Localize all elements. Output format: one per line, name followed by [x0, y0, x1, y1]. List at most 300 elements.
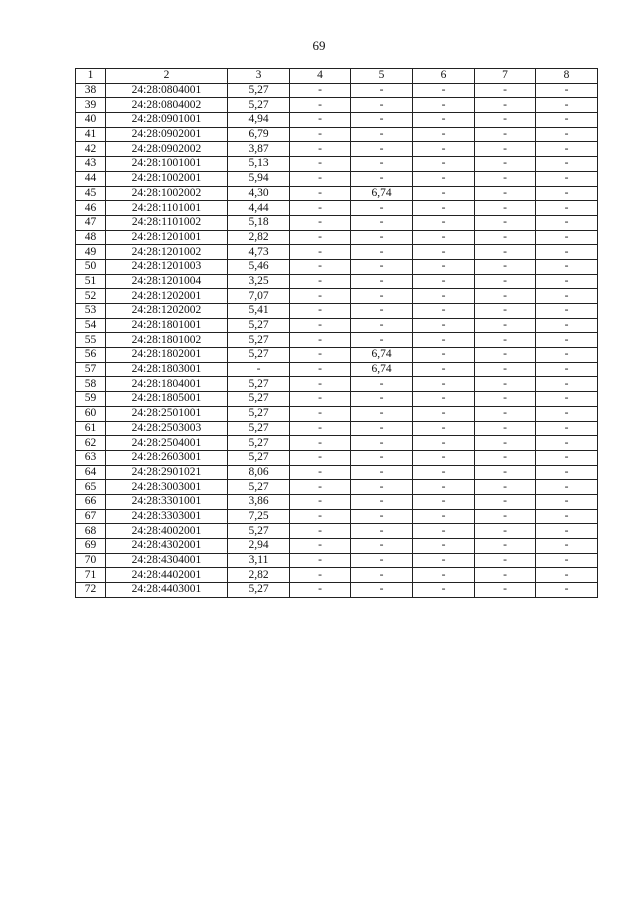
- table-cell: -: [536, 274, 598, 289]
- table-cell: -: [351, 539, 413, 554]
- table-cell: -: [475, 186, 536, 201]
- table-cell: -: [413, 583, 475, 598]
- table-cell: -: [351, 421, 413, 436]
- table-cell: -: [413, 245, 475, 260]
- table-cell: 5,27: [228, 98, 290, 113]
- table-cell: 56: [76, 348, 106, 363]
- table-cell: 42: [76, 142, 106, 157]
- table-cell: -: [351, 83, 413, 98]
- table-cell: 50: [76, 259, 106, 274]
- table-cell: -: [290, 421, 351, 436]
- table-row: [76, 318, 598, 333]
- table-cell: -: [536, 201, 598, 216]
- table-cell: 55: [76, 333, 106, 348]
- table-cell: -: [475, 98, 536, 113]
- table-cell: 68: [76, 524, 106, 539]
- table-cell: -: [536, 318, 598, 333]
- table-cell: -: [475, 362, 536, 377]
- table-cell: -: [351, 333, 413, 348]
- table-cell: -: [413, 230, 475, 245]
- table-cell: -: [475, 539, 536, 554]
- table-cell: 24:28:0901001: [106, 113, 228, 128]
- table-cell: 67: [76, 509, 106, 524]
- table-cell: 52: [76, 289, 106, 304]
- table-row: [76, 568, 598, 583]
- table-cell: 24:28:1101001: [106, 201, 228, 216]
- table-cell: 3,11: [228, 553, 290, 568]
- table-cell: -: [351, 480, 413, 495]
- table-cell: 6,74: [351, 362, 413, 377]
- table-cell: -: [413, 568, 475, 583]
- table-row: [76, 98, 598, 113]
- table-cell: -: [475, 377, 536, 392]
- table-cell: -: [351, 494, 413, 509]
- table-cell: -: [536, 524, 598, 539]
- table-cell: -: [290, 215, 351, 230]
- table-cell: 71: [76, 568, 106, 583]
- table-cell: -: [413, 524, 475, 539]
- table-cell: -: [351, 127, 413, 142]
- table-row: [76, 289, 598, 304]
- table-cell: 24:28:4402001: [106, 568, 228, 583]
- table-cell: 5,94: [228, 171, 290, 186]
- table-cell: -: [413, 201, 475, 216]
- table-cell: -: [536, 362, 598, 377]
- table-cell: -: [290, 583, 351, 598]
- table-cell: -: [290, 406, 351, 421]
- table-cell: 38: [76, 83, 106, 98]
- table-cell: -: [290, 186, 351, 201]
- table-cell: 51: [76, 274, 106, 289]
- table-cell: 57: [76, 362, 106, 377]
- table-cell: -: [290, 157, 351, 172]
- table-cell: -: [413, 274, 475, 289]
- table-row: [76, 274, 598, 289]
- table-cell: 7,07: [228, 289, 290, 304]
- table-row: [76, 465, 598, 480]
- table-cell: 24:28:0902001: [106, 127, 228, 142]
- table-cell: -: [413, 465, 475, 480]
- table-cell: 53: [76, 304, 106, 319]
- table-cell: 2,82: [228, 230, 290, 245]
- table-cell: -: [351, 553, 413, 568]
- table-cell: 3,25: [228, 274, 290, 289]
- table-cell: 5,41: [228, 304, 290, 319]
- table-cell: -: [290, 113, 351, 128]
- table-cell: 62: [76, 436, 106, 451]
- column-header-8: 8: [536, 69, 598, 84]
- table-cell: -: [475, 83, 536, 98]
- table-cell: 3,86: [228, 494, 290, 509]
- table-cell: -: [290, 480, 351, 495]
- table-cell: -: [351, 259, 413, 274]
- table-cell: -: [290, 230, 351, 245]
- table-cell: 5,27: [228, 392, 290, 407]
- table-cell: -: [475, 392, 536, 407]
- table-cell: 24:28:1101002: [106, 215, 228, 230]
- table-cell: -: [536, 230, 598, 245]
- table-cell: -: [413, 421, 475, 436]
- table-cell: -: [475, 406, 536, 421]
- table-row: [76, 157, 598, 172]
- table-cell: 24:28:3303001: [106, 509, 228, 524]
- table-cell: -: [536, 450, 598, 465]
- table-cell: -: [290, 568, 351, 583]
- table-cell: 72: [76, 583, 106, 598]
- table-cell: -: [351, 245, 413, 260]
- table-cell: -: [536, 83, 598, 98]
- table-cell: -: [290, 553, 351, 568]
- table-cell: -: [475, 524, 536, 539]
- table-cell: -: [351, 406, 413, 421]
- table-cell: -: [351, 450, 413, 465]
- table-cell: -: [475, 259, 536, 274]
- table-cell: -: [413, 318, 475, 333]
- table-cell: -: [290, 98, 351, 113]
- table-cell: -: [351, 524, 413, 539]
- table-cell: -: [536, 157, 598, 172]
- table-cell: 24:28:0902002: [106, 142, 228, 157]
- table-cell: 5,27: [228, 583, 290, 598]
- table-cell: -: [475, 450, 536, 465]
- table-cell: 5,27: [228, 318, 290, 333]
- table-cell: -: [413, 186, 475, 201]
- table-cell: 8,06: [228, 465, 290, 480]
- table-cell: -: [351, 318, 413, 333]
- table-cell: -: [413, 98, 475, 113]
- table-cell: -: [536, 392, 598, 407]
- table-cell: -: [351, 568, 413, 583]
- table-cell: -: [351, 215, 413, 230]
- table-cell: -: [536, 304, 598, 319]
- table-row: [76, 553, 598, 568]
- table-cell: -: [351, 274, 413, 289]
- table-cell: -: [475, 274, 536, 289]
- table-cell: -: [413, 553, 475, 568]
- table-cell: -: [413, 142, 475, 157]
- table-cell: -: [290, 245, 351, 260]
- table-cell: -: [290, 274, 351, 289]
- table-cell: -: [290, 539, 351, 554]
- table-cell: -: [536, 421, 598, 436]
- table-cell: -: [475, 583, 536, 598]
- table-cell: 5,46: [228, 259, 290, 274]
- table-cell: 7,25: [228, 509, 290, 524]
- table-cell: -: [475, 568, 536, 583]
- table-cell: -: [351, 509, 413, 524]
- table-cell: 40: [76, 113, 106, 128]
- table-cell: 24:28:4002001: [106, 524, 228, 539]
- table-cell: 4,73: [228, 245, 290, 260]
- table-row: [76, 201, 598, 216]
- table-cell: 24:28:0804001: [106, 83, 228, 98]
- table-cell: -: [413, 157, 475, 172]
- table-cell: 61: [76, 421, 106, 436]
- table-cell: -: [351, 289, 413, 304]
- table-cell: -: [536, 480, 598, 495]
- table-cell: 48: [76, 230, 106, 245]
- table-cell: 6,74: [351, 186, 413, 201]
- table-cell: -: [536, 142, 598, 157]
- table-cell: 5,27: [228, 333, 290, 348]
- table-cell: -: [351, 171, 413, 186]
- table-cell: 5,18: [228, 215, 290, 230]
- table-cell: -: [351, 377, 413, 392]
- table-cell: -: [351, 465, 413, 480]
- table-cell: -: [290, 465, 351, 480]
- table-row: [76, 230, 598, 245]
- table-cell: -: [536, 215, 598, 230]
- table-row: [76, 127, 598, 142]
- table-cell: -: [351, 98, 413, 113]
- table-cell: 24:28:1801001: [106, 318, 228, 333]
- table-cell: -: [290, 494, 351, 509]
- table-cell: -: [475, 230, 536, 245]
- table-cell: 47: [76, 215, 106, 230]
- table-cell: 24:28:1804001: [106, 377, 228, 392]
- column-header-6: 6: [413, 69, 475, 84]
- table-cell: 24:28:1202002: [106, 304, 228, 319]
- table-row: [76, 406, 598, 421]
- table-cell: -: [290, 509, 351, 524]
- table-cell: -: [290, 289, 351, 304]
- table-cell: 24:28:2501001: [106, 406, 228, 421]
- page-number: 69: [312, 38, 326, 53]
- table-row: [76, 480, 598, 495]
- table-cell: 44: [76, 171, 106, 186]
- table-cell: 24:28:4302001: [106, 539, 228, 554]
- table-cell: -: [475, 127, 536, 142]
- table-cell: 24:28:1201004: [106, 274, 228, 289]
- table-cell: -: [290, 318, 351, 333]
- table-cell: 49: [76, 245, 106, 260]
- table-cell: 5,27: [228, 377, 290, 392]
- table-cell: -: [536, 113, 598, 128]
- table-row: [76, 186, 598, 201]
- table-cell: -: [413, 127, 475, 142]
- table-cell: -: [413, 377, 475, 392]
- table-row: [76, 494, 598, 509]
- table-cell: -: [536, 245, 598, 260]
- table-cell: 5,27: [228, 406, 290, 421]
- table-cell: 24:28:1002001: [106, 171, 228, 186]
- table-cell: -: [536, 539, 598, 554]
- column-header-4: 4: [290, 69, 351, 84]
- table-cell: -: [413, 333, 475, 348]
- table-cell: -: [475, 157, 536, 172]
- table-cell: -: [290, 436, 351, 451]
- table-cell: -: [290, 259, 351, 274]
- table-row: [76, 421, 598, 436]
- table-cell: 24:28:1803001: [106, 362, 228, 377]
- table-row: [76, 392, 598, 407]
- table-cell: 3,87: [228, 142, 290, 157]
- table-cell: 41: [76, 127, 106, 142]
- table-cell: 24:28:1001001: [106, 157, 228, 172]
- table-cell: -: [536, 436, 598, 451]
- table-row: [76, 113, 598, 128]
- table-cell: 24:28:1801002: [106, 333, 228, 348]
- table-cell: -: [290, 392, 351, 407]
- table-cell: 6,74: [351, 348, 413, 363]
- table-cell: -: [536, 289, 598, 304]
- table-cell: -: [290, 333, 351, 348]
- table-row: [76, 304, 598, 319]
- table-cell: -: [413, 392, 475, 407]
- table-cell: -: [536, 568, 598, 583]
- table-row: [76, 348, 598, 363]
- table-cell: -: [413, 348, 475, 363]
- table-cell: -: [351, 113, 413, 128]
- table-row: [76, 142, 598, 157]
- table-row: [76, 509, 598, 524]
- table-cell: 60: [76, 406, 106, 421]
- table-row: [76, 83, 598, 98]
- table-cell: -: [413, 362, 475, 377]
- table-cell: -: [413, 113, 475, 128]
- table-cell: -: [475, 494, 536, 509]
- table-cell: 5,27: [228, 83, 290, 98]
- table-cell: 5,27: [228, 480, 290, 495]
- table-row: [76, 245, 598, 260]
- table-cell: -: [475, 113, 536, 128]
- table-cell: 24:28:0804002: [106, 98, 228, 113]
- table-cell: 70: [76, 553, 106, 568]
- table-cell: -: [351, 157, 413, 172]
- table-cell: 5,27: [228, 421, 290, 436]
- table-cell: 24:28:1201003: [106, 259, 228, 274]
- table-cell: 24:28:3301001: [106, 494, 228, 509]
- table-cell: -: [290, 362, 351, 377]
- table-cell: -: [536, 186, 598, 201]
- table-cell: -: [536, 377, 598, 392]
- table-row: [76, 171, 598, 186]
- table-cell: -: [413, 509, 475, 524]
- table-cell: -: [228, 362, 290, 377]
- table-cell: -: [413, 406, 475, 421]
- table-cell: 6,79: [228, 127, 290, 142]
- table-cell: -: [475, 245, 536, 260]
- table-cell: 66: [76, 494, 106, 509]
- table-cell: 64: [76, 465, 106, 480]
- table-cell: -: [536, 127, 598, 142]
- table-cell: 24:28:2504001: [106, 436, 228, 451]
- table-cell: 45: [76, 186, 106, 201]
- table-cell: -: [536, 406, 598, 421]
- table-cell: -: [351, 583, 413, 598]
- table-cell: 24:28:1802001: [106, 348, 228, 363]
- table-body: [76, 83, 598, 597]
- table-cell: -: [475, 304, 536, 319]
- table-cell: -: [536, 98, 598, 113]
- table-cell: -: [536, 259, 598, 274]
- table-cell: -: [290, 127, 351, 142]
- table-cell: -: [413, 83, 475, 98]
- table-cell: 63: [76, 450, 106, 465]
- table-cell: 5,27: [228, 348, 290, 363]
- table-cell: -: [475, 348, 536, 363]
- table-row: [76, 259, 598, 274]
- table-cell: 5,27: [228, 524, 290, 539]
- table-cell: -: [536, 494, 598, 509]
- table-cell: 2,94: [228, 539, 290, 554]
- table-cell: -: [351, 392, 413, 407]
- table-cell: 24:28:4403001: [106, 583, 228, 598]
- table-cell: 24:28:1002002: [106, 186, 228, 201]
- table-cell: 5,27: [228, 436, 290, 451]
- table-cell: 43: [76, 157, 106, 172]
- table-cell: -: [290, 524, 351, 539]
- table-cell: -: [475, 421, 536, 436]
- column-header-5: 5: [351, 69, 413, 84]
- table-cell: 24:28:2901021: [106, 465, 228, 480]
- table-cell: 54: [76, 318, 106, 333]
- table-cell: 39: [76, 98, 106, 113]
- table-cell: 24:28:4304001: [106, 553, 228, 568]
- table-cell: -: [413, 450, 475, 465]
- table-cell: -: [290, 450, 351, 465]
- table-cell: 65: [76, 480, 106, 495]
- table-cell: -: [413, 494, 475, 509]
- table-cell: -: [475, 201, 536, 216]
- table-cell: -: [536, 509, 598, 524]
- table-cell: 5,13: [228, 157, 290, 172]
- table-cell: 24:28:1201001: [106, 230, 228, 245]
- table-cell: 24:28:2503003: [106, 421, 228, 436]
- table-cell: -: [290, 201, 351, 216]
- table-cell: -: [536, 465, 598, 480]
- column-header-3: 3: [228, 69, 290, 84]
- table-row: [76, 539, 598, 554]
- table-cell: 24:28:1201002: [106, 245, 228, 260]
- table-cell: -: [475, 509, 536, 524]
- table-row: [76, 377, 598, 392]
- table-cell: -: [475, 171, 536, 186]
- table-cell: -: [475, 553, 536, 568]
- table-cell: -: [290, 348, 351, 363]
- table-cell: 46: [76, 201, 106, 216]
- column-header-7: 7: [475, 69, 536, 84]
- table-cell: -: [290, 83, 351, 98]
- table-cell: -: [290, 142, 351, 157]
- table-cell: 24:28:2603001: [106, 450, 228, 465]
- table-cell: 24:28:1202001: [106, 289, 228, 304]
- table-row: [76, 362, 598, 377]
- table-row: [76, 436, 598, 451]
- table-cell: -: [475, 215, 536, 230]
- table-cell: 4,94: [228, 113, 290, 128]
- table-cell: -: [475, 142, 536, 157]
- table-cell: -: [536, 333, 598, 348]
- table-cell: 5,27: [228, 450, 290, 465]
- table-cell: -: [351, 304, 413, 319]
- table-cell: -: [475, 318, 536, 333]
- table-cell: -: [413, 289, 475, 304]
- table-cell: 4,44: [228, 201, 290, 216]
- table-cell: -: [536, 583, 598, 598]
- table-row: [76, 524, 598, 539]
- table-header-row: [76, 69, 598, 84]
- table-row: [76, 215, 598, 230]
- table-cell: -: [413, 480, 475, 495]
- table-cell: 24:28:1805001: [106, 392, 228, 407]
- table-cell: 58: [76, 377, 106, 392]
- table-cell: -: [351, 230, 413, 245]
- column-header-1: 1: [76, 69, 106, 84]
- data-table: [75, 68, 598, 598]
- table-cell: -: [413, 304, 475, 319]
- table-cell: 2,82: [228, 568, 290, 583]
